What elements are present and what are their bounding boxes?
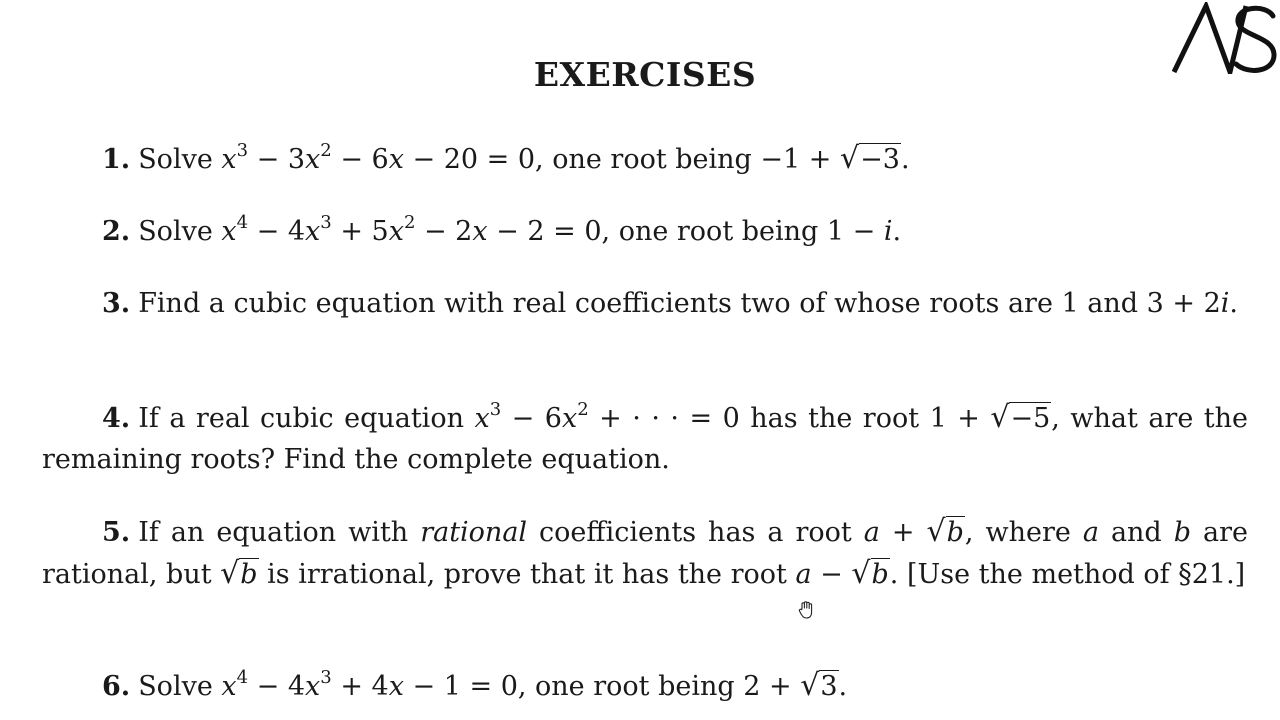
- exercise-number: 6.: [102, 671, 131, 702]
- exercise-text: If an equation with rational coefficients has a root a + √b, where a and b are rational, but √b is irrational, prove that it has the root a − √b. [Use the method of §21.]: [42, 514, 1248, 591]
- exercise-number: 5.: [102, 517, 131, 548]
- exercise-3: [42, 283, 1248, 324]
- hand-cursor-icon: [798, 600, 816, 620]
- sqrt-expression: √b: [220, 556, 258, 591]
- exercise-number: 1.: [102, 144, 131, 175]
- sqrt-expression: √−5: [990, 400, 1051, 435]
- exercise-number: 2.: [102, 216, 131, 247]
- exercise-text: Solve $x^4 - 4x^3 + 5x^2 - 2x - 2 = 0$, one root being 1 − i.: [138, 212, 902, 247]
- exercise-text: Solve $x^4 - 4x^3 + 4x - 1 = 0$, one root being 2 + √3.: [138, 667, 848, 703]
- exercise-4: [42, 397, 1248, 480]
- exercise-2: [42, 211, 1248, 252]
- exercise-number: 3.: [102, 288, 131, 319]
- exercise-text: Find a cubic equation with real coefficients two of whose roots are 1 and 3 + 2i.: [138, 288, 1239, 319]
- page-title: EXERCISES: [533, 55, 757, 94]
- sqrt-expression: √3: [800, 668, 838, 703]
- sqrt-expression: √b: [851, 556, 889, 591]
- exercise-text: Solve $x^3 - 3x^2 - 6x - 20 = 0$, one root being −1 + √−3.: [138, 140, 910, 176]
- exercise-5: [42, 511, 1248, 595]
- exercise-number: 4.: [102, 403, 131, 434]
- sqrt-expression: √−3: [840, 141, 900, 176]
- sqrt-expression: √b: [926, 514, 964, 549]
- exercise-6: [42, 665, 1248, 707]
- exercise-text: If a real cubic equation $x^3 - 6x^2$ + · · · = 0 has the root 1 + √−5, what are the remaining roots? Find the complete equation.: [42, 399, 1249, 475]
- exercise-1: [42, 138, 1248, 180]
